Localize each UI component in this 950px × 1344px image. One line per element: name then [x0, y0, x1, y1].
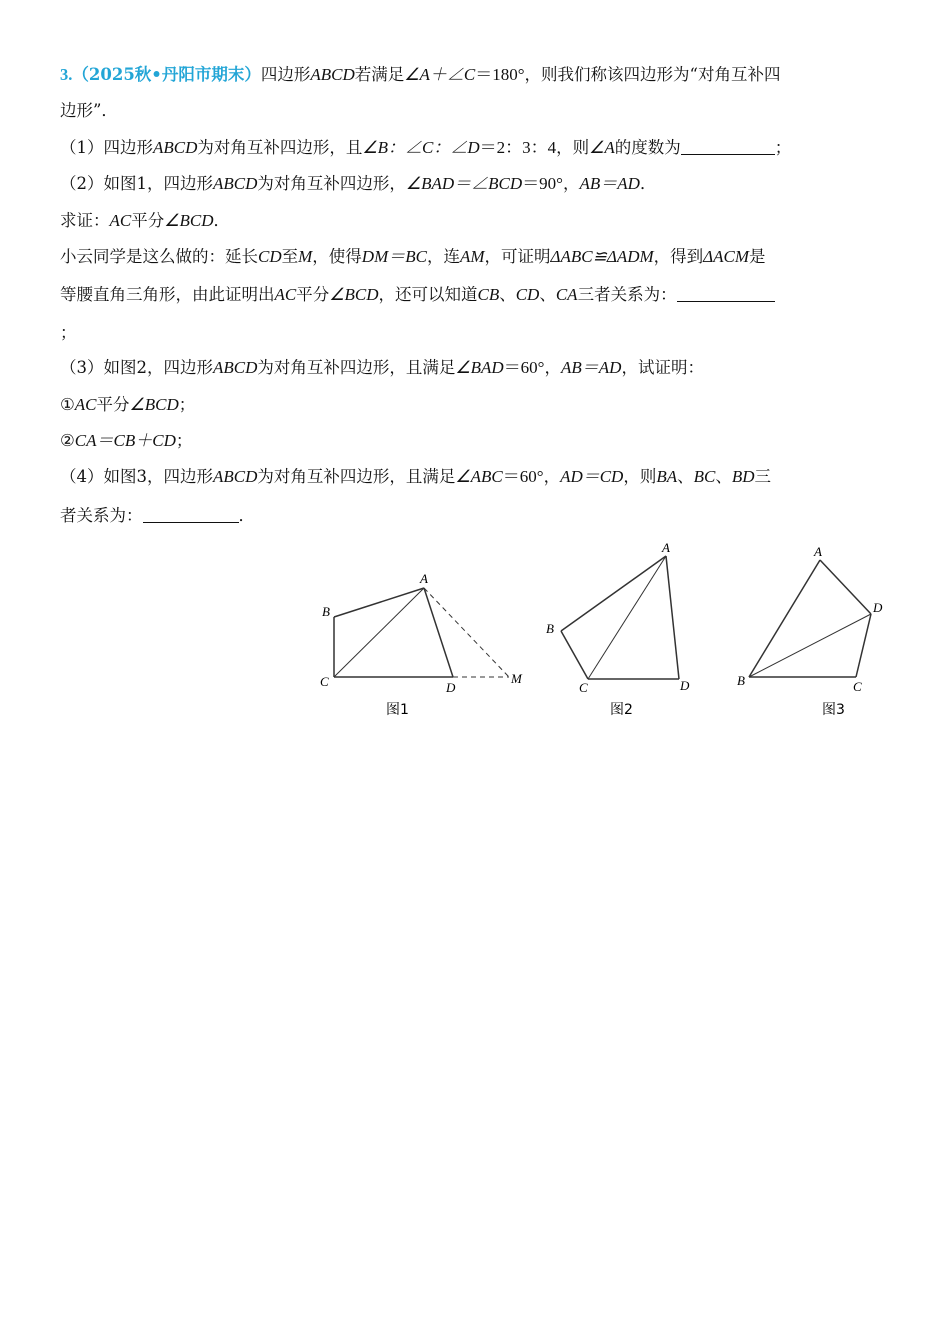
- segment-ad: [820, 560, 871, 614]
- math: ＝90°: [522, 174, 563, 193]
- text: ；: [774, 138, 792, 157]
- text: 者关系为：: [60, 506, 143, 525]
- text: 、: [539, 285, 556, 304]
- text: 的度数为: [614, 138, 681, 157]
- fig1-caption: 图1: [386, 702, 409, 718]
- text: （3）如图2，四边形: [60, 358, 213, 377]
- segment-ab: [561, 556, 666, 631]
- text: 求证：: [60, 211, 110, 230]
- fig3-label-c: C: [853, 679, 862, 694]
- math: ∠B：∠C：∠D: [362, 138, 480, 157]
- text: ，还可以知道: [378, 285, 478, 304]
- text: ，则我们称该四边形为“对角互补四: [524, 65, 781, 84]
- text: ②: [60, 431, 75, 450]
- segment-bc: [561, 631, 588, 679]
- fig2-label-c: C: [579, 680, 588, 695]
- math: ΔACM: [703, 247, 750, 266]
- math: AC: [109, 211, 132, 230]
- math: AM: [459, 247, 485, 266]
- text: ，使得: [312, 247, 362, 266]
- math: BC: [693, 467, 716, 486]
- math: CA: [555, 285, 578, 304]
- figure-3: [749, 560, 871, 677]
- math: CB: [477, 285, 500, 304]
- math: ABCD: [310, 65, 355, 84]
- text: ；: [175, 431, 193, 450]
- text: ．: [238, 506, 255, 525]
- text: 等腰直角三角形，由此证明出: [60, 285, 275, 304]
- math: M: [298, 247, 313, 266]
- math: ABCD: [213, 358, 258, 377]
- math: ∠BCD: [129, 395, 179, 414]
- text: ，则: [623, 467, 657, 486]
- fig1-label-d: D: [446, 680, 456, 695]
- segment-ad: [666, 556, 679, 679]
- fig1-label-a: A: [420, 571, 428, 586]
- math: ∠BCD: [329, 285, 379, 304]
- math: CD: [258, 247, 282, 266]
- segment-dc: [856, 614, 871, 677]
- text: 平分: [296, 285, 330, 304]
- math: ＝60°: [502, 467, 544, 486]
- math: ＝2：3：4: [479, 138, 557, 157]
- text: 、: [677, 467, 694, 486]
- text: ，连: [426, 247, 460, 266]
- text: 、: [715, 467, 732, 486]
- text: 三者关系为：: [577, 285, 677, 304]
- math: ＝180°: [475, 65, 525, 84]
- segment-ab: [749, 560, 820, 677]
- fig1-label-m: M: [511, 671, 522, 686]
- text: ，则: [556, 138, 590, 157]
- problem-source: （2025秋•丹阳市期末）: [72, 65, 261, 84]
- math: ∠A＋∠C: [404, 65, 476, 84]
- math: ABCD: [213, 467, 258, 486]
- text: 为对角互补四边形，: [257, 174, 406, 193]
- text: ①: [60, 395, 75, 414]
- text: 四边形: [260, 65, 311, 84]
- text: （2）如图1，四边形: [60, 174, 213, 193]
- figure-1: [334, 588, 509, 677]
- math: AC: [274, 285, 297, 304]
- math: ABCD: [213, 174, 258, 193]
- fig3-label-b: B: [737, 673, 745, 688]
- fig1-label-b: B: [322, 604, 330, 619]
- math: DM＝BC: [361, 247, 427, 266]
- fig2-label-d: D: [680, 678, 690, 693]
- text: ，: [544, 358, 561, 377]
- text: ，: [563, 174, 580, 193]
- segment-ad: [424, 588, 453, 677]
- text: 是: [749, 247, 766, 266]
- text: 边形”．: [60, 101, 118, 120]
- text: 三: [754, 467, 772, 486]
- text: ，试证明：: [621, 358, 704, 377]
- math: ∠BAD＝∠BCD: [405, 174, 523, 193]
- text: 为对角互补四边形，且满足: [257, 358, 456, 377]
- fig2-label-a: A: [662, 540, 670, 555]
- math: ∠BAD: [455, 358, 504, 377]
- math: AC: [74, 395, 97, 414]
- text: ．: [213, 211, 230, 230]
- math: ΔABC≌ΔADM: [550, 247, 654, 266]
- math: BD: [731, 467, 755, 486]
- figure-2: [561, 556, 679, 679]
- text: 为对角互补四边形，且: [197, 138, 363, 157]
- math: ∠ABC: [455, 467, 503, 486]
- math: CD: [515, 285, 540, 304]
- text: 为对角互补四边形，且满足: [257, 467, 456, 486]
- math: CA＝CB＋CD: [74, 431, 176, 450]
- math: ∠BCD: [164, 211, 214, 230]
- text: ，: [543, 467, 561, 486]
- segment-ac: [334, 588, 424, 677]
- fig1-label-c: C: [320, 674, 329, 689]
- segment-ac: [588, 556, 666, 679]
- math: AB＝AD: [561, 358, 622, 377]
- text: ，得到: [653, 247, 704, 266]
- text: （4）如图3，四边形: [60, 467, 213, 486]
- fig2-caption: 图2: [610, 702, 633, 718]
- math: ∠A: [589, 138, 615, 157]
- text: 、: [499, 285, 516, 304]
- fig3-caption: 图3: [822, 702, 845, 718]
- text: 若满足: [354, 65, 405, 84]
- text: ，可证明: [484, 247, 551, 266]
- problem-number: 3.: [60, 65, 73, 84]
- text: ．: [639, 174, 657, 193]
- math: ABCD: [153, 138, 198, 157]
- segment-am-dashed: [424, 588, 509, 677]
- math: ＝60°: [503, 358, 545, 377]
- segment-ba: [334, 588, 424, 617]
- text: （1）四边形: [60, 138, 153, 157]
- text: ；: [178, 395, 196, 414]
- fig3-label-d: D: [873, 600, 883, 615]
- fig3-label-a: A: [814, 544, 822, 559]
- math: AD＝CD: [560, 467, 624, 486]
- text: 平分: [96, 395, 130, 414]
- text: ；: [60, 323, 77, 342]
- math: AB＝AD: [579, 174, 640, 193]
- math: BA: [656, 467, 678, 486]
- text: 平分: [131, 211, 165, 230]
- text: 至: [281, 247, 299, 266]
- fig2-label-b: B: [546, 621, 554, 636]
- text: 小云同学是这么做的：延长: [60, 247, 258, 266]
